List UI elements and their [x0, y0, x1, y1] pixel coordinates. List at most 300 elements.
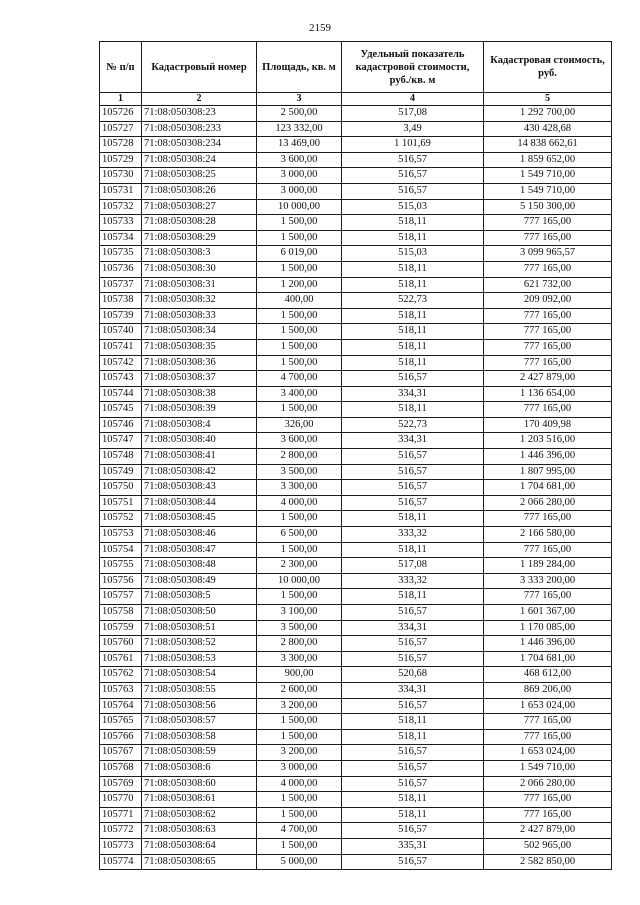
cadastral-value: 869 206,00 [484, 682, 612, 698]
column-number: 5 [484, 93, 612, 106]
unit-value: 518,11 [342, 261, 484, 277]
unit-value: 515,03 [342, 246, 484, 262]
header-row [100, 42, 612, 93]
cadastral-number: 71:08:050308:49 [142, 573, 257, 589]
table-row [100, 402, 612, 418]
area: 2 500,00 [257, 106, 342, 122]
row-index: 105739 [100, 308, 142, 324]
row-index: 105745 [100, 402, 142, 418]
table-row [100, 246, 612, 262]
cadastral-number: 71:08:050308:4 [142, 417, 257, 433]
unit-value: 335,31 [342, 838, 484, 854]
cadastral-number: 71:08:050308:52 [142, 636, 257, 652]
page-number: 2159 [309, 22, 331, 34]
unit-value: 516,57 [342, 823, 484, 839]
row-index: 105769 [100, 776, 142, 792]
cadastral-value: 777 165,00 [484, 261, 612, 277]
area: 1 500,00 [257, 402, 342, 418]
cadastral-value: 3 333 200,00 [484, 573, 612, 589]
cadastral-value: 2 066 280,00 [484, 776, 612, 792]
area: 3 500,00 [257, 464, 342, 480]
row-index: 105733 [100, 215, 142, 231]
row-index: 105772 [100, 823, 142, 839]
area: 4 700,00 [257, 823, 342, 839]
row-index: 105743 [100, 371, 142, 387]
table-row [100, 355, 612, 371]
unit-value: 522,73 [342, 417, 484, 433]
unit-value: 516,57 [342, 760, 484, 776]
cadastral-number: 71:08:050308:54 [142, 667, 257, 683]
unit-value: 516,57 [342, 449, 484, 465]
row-index: 105729 [100, 152, 142, 168]
area: 3 600,00 [257, 152, 342, 168]
cadastral-value: 1 807 995,00 [484, 464, 612, 480]
cadastral-number: 71:08:050308:5 [142, 589, 257, 605]
cadastral-number: 71:08:050308:56 [142, 698, 257, 714]
row-index: 105774 [100, 854, 142, 870]
table-row [100, 121, 612, 137]
row-index: 105742 [100, 355, 142, 371]
row-index: 105748 [100, 449, 142, 465]
area: 123 332,00 [257, 121, 342, 137]
row-index: 105735 [100, 246, 142, 262]
cadastral-number: 71:08:050308:60 [142, 776, 257, 792]
area: 1 500,00 [257, 261, 342, 277]
cadastral-number: 71:08:050308:38 [142, 386, 257, 402]
area: 400,00 [257, 293, 342, 309]
cadastral-value: 777 165,00 [484, 402, 612, 418]
unit-value: 516,57 [342, 480, 484, 496]
area: 3 000,00 [257, 760, 342, 776]
header-unit-value: Удельный показатель кадастровой стоимости, руб./кв. м [342, 42, 484, 93]
table-row [100, 199, 612, 215]
cadastral-number: 71:08:050308:26 [142, 183, 257, 199]
unit-value: 334,31 [342, 433, 484, 449]
area: 4 000,00 [257, 776, 342, 792]
unit-value: 518,11 [342, 714, 484, 730]
unit-value: 518,11 [342, 729, 484, 745]
row-index: 105763 [100, 682, 142, 698]
cadastral-value: 777 165,00 [484, 542, 612, 558]
row-index: 105741 [100, 339, 142, 355]
cadastral-number: 71:08:050308:39 [142, 402, 257, 418]
table-row [100, 636, 612, 652]
cadastral-value: 1 704 681,00 [484, 651, 612, 667]
table-row [100, 152, 612, 168]
row-index: 105746 [100, 417, 142, 433]
cadastral-value: 777 165,00 [484, 729, 612, 745]
cadastral-value: 777 165,00 [484, 355, 612, 371]
unit-value: 516,57 [342, 698, 484, 714]
cadastral-number: 71:08:050308:34 [142, 324, 257, 340]
cadastral-value: 1 446 396,00 [484, 449, 612, 465]
unit-value: 3,49 [342, 121, 484, 137]
unit-value: 516,57 [342, 183, 484, 199]
cadastral-number: 71:08:050308:58 [142, 729, 257, 745]
unit-value: 518,11 [342, 277, 484, 293]
area: 6 019,00 [257, 246, 342, 262]
unit-value: 518,11 [342, 324, 484, 340]
area: 1 500,00 [257, 324, 342, 340]
row-index: 105771 [100, 807, 142, 823]
cadastral-value: 1 601 367,00 [484, 605, 612, 621]
table-row [100, 605, 612, 621]
unit-value: 515,03 [342, 199, 484, 215]
cadastral-value: 2 582 850,00 [484, 854, 612, 870]
cadastral-value: 1 189 284,00 [484, 558, 612, 574]
table-row [100, 698, 612, 714]
header-cadastral-value: Кадастровая стоимость, руб. [484, 42, 612, 93]
unit-value: 516,57 [342, 495, 484, 511]
unit-value: 516,57 [342, 464, 484, 480]
cadastral-table [99, 41, 612, 870]
cadastral-number: 71:08:050308:24 [142, 152, 257, 168]
cadastral-value: 3 099 965,57 [484, 246, 612, 262]
column-number: 2 [142, 93, 257, 106]
row-index: 105758 [100, 605, 142, 621]
unit-value: 333,32 [342, 527, 484, 543]
cadastral-value: 777 165,00 [484, 511, 612, 527]
unit-value: 516,57 [342, 745, 484, 761]
row-index: 105752 [100, 511, 142, 527]
header-index: № п/п [100, 42, 142, 93]
area: 1 500,00 [257, 355, 342, 371]
area: 1 500,00 [257, 838, 342, 854]
table-row [100, 106, 612, 122]
row-index: 105744 [100, 386, 142, 402]
area: 3 000,00 [257, 183, 342, 199]
unit-value: 516,57 [342, 371, 484, 387]
area: 3 400,00 [257, 386, 342, 402]
header-area: Площадь, кв. м [257, 42, 342, 93]
cadastral-number: 71:08:050308:61 [142, 792, 257, 808]
unit-value: 518,11 [342, 339, 484, 355]
area: 1 500,00 [257, 589, 342, 605]
table-row [100, 854, 612, 870]
cadastral-number: 71:08:050308:59 [142, 745, 257, 761]
area: 10 000,00 [257, 199, 342, 215]
area: 3 500,00 [257, 620, 342, 636]
column-number-row [100, 93, 612, 106]
row-index: 105731 [100, 183, 142, 199]
cadastral-number: 71:08:050308:234 [142, 137, 257, 153]
area: 3 200,00 [257, 698, 342, 714]
cadastral-number: 71:08:050308:23 [142, 106, 257, 122]
table-row [100, 511, 612, 527]
row-index: 105747 [100, 433, 142, 449]
cadastral-number: 71:08:050308:29 [142, 230, 257, 246]
row-index: 105751 [100, 495, 142, 511]
unit-value: 516,57 [342, 605, 484, 621]
cadastral-value: 777 165,00 [484, 215, 612, 231]
area: 1 500,00 [257, 542, 342, 558]
row-index: 105732 [100, 199, 142, 215]
area: 1 500,00 [257, 215, 342, 231]
table-row [100, 324, 612, 340]
table-row [100, 527, 612, 543]
table-row [100, 183, 612, 199]
area: 1 500,00 [257, 729, 342, 745]
row-index: 105765 [100, 714, 142, 730]
cadastral-value: 2 166 580,00 [484, 527, 612, 543]
cadastral-number: 71:08:050308:45 [142, 511, 257, 527]
row-index: 105750 [100, 480, 142, 496]
column-number: 3 [257, 93, 342, 106]
cadastral-value: 1 170 085,00 [484, 620, 612, 636]
cadastral-value: 1 653 024,00 [484, 745, 612, 761]
cadastral-number: 71:08:050308:3 [142, 246, 257, 262]
cadastral-value: 777 165,00 [484, 807, 612, 823]
cadastral-number: 71:08:050308:65 [142, 854, 257, 870]
unit-value: 522,73 [342, 293, 484, 309]
unit-value: 516,57 [342, 168, 484, 184]
unit-value: 518,11 [342, 807, 484, 823]
cadastral-number: 71:08:050308:233 [142, 121, 257, 137]
area: 1 200,00 [257, 277, 342, 293]
cadastral-value: 777 165,00 [484, 308, 612, 324]
cadastral-value: 2 427 879,00 [484, 371, 612, 387]
unit-value: 516,57 [342, 651, 484, 667]
cadastral-number: 71:08:050308:31 [142, 277, 257, 293]
area: 2 800,00 [257, 636, 342, 652]
table-row [100, 371, 612, 387]
cadastral-number: 71:08:050308:50 [142, 605, 257, 621]
table-row [100, 168, 612, 184]
cadastral-number: 71:08:050308:37 [142, 371, 257, 387]
unit-value: 334,31 [342, 386, 484, 402]
table-row [100, 682, 612, 698]
cadastral-value: 1 136 654,00 [484, 386, 612, 402]
cadastral-number: 71:08:050308:62 [142, 807, 257, 823]
cadastral-number: 71:08:050308:43 [142, 480, 257, 496]
row-index: 105768 [100, 760, 142, 776]
row-index: 105773 [100, 838, 142, 854]
unit-value: 517,08 [342, 558, 484, 574]
cadastral-value: 777 165,00 [484, 792, 612, 808]
cadastral-value: 1 292 700,00 [484, 106, 612, 122]
column-number: 4 [342, 93, 484, 106]
cadastral-value: 1 203 516,00 [484, 433, 612, 449]
cadastral-number: 71:08:050308:47 [142, 542, 257, 558]
table-row [100, 495, 612, 511]
table-row [100, 807, 612, 823]
table-body [100, 106, 612, 870]
row-index: 105770 [100, 792, 142, 808]
row-index: 105760 [100, 636, 142, 652]
table-row [100, 776, 612, 792]
area: 1 500,00 [257, 339, 342, 355]
unit-value: 518,11 [342, 402, 484, 418]
cadastral-value: 1 549 710,00 [484, 760, 612, 776]
row-index: 105761 [100, 651, 142, 667]
cadastral-number: 71:08:050308:53 [142, 651, 257, 667]
cadastral-value: 2 427 879,00 [484, 823, 612, 839]
row-index: 105756 [100, 573, 142, 589]
unit-value: 518,11 [342, 792, 484, 808]
area: 3 000,00 [257, 168, 342, 184]
area: 326,00 [257, 417, 342, 433]
cadastral-number: 71:08:050308:64 [142, 838, 257, 854]
table-row [100, 449, 612, 465]
area: 13 469,00 [257, 137, 342, 153]
cadastral-number: 71:08:050308:30 [142, 261, 257, 277]
table-row [100, 464, 612, 480]
cadastral-number: 71:08:050308:28 [142, 215, 257, 231]
cadastral-value: 777 165,00 [484, 324, 612, 340]
unit-value: 334,31 [342, 682, 484, 698]
area: 3 200,00 [257, 745, 342, 761]
cadastral-value: 502 965,00 [484, 838, 612, 854]
unit-value: 516,57 [342, 776, 484, 792]
row-index: 105762 [100, 667, 142, 683]
cadastral-number: 71:08:050308:51 [142, 620, 257, 636]
cadastral-value: 1 549 710,00 [484, 168, 612, 184]
table-row [100, 589, 612, 605]
area: 1 500,00 [257, 308, 342, 324]
cadastral-number: 71:08:050308:6 [142, 760, 257, 776]
unit-value: 516,57 [342, 152, 484, 168]
table-row [100, 838, 612, 854]
row-index: 105726 [100, 106, 142, 122]
area: 1 500,00 [257, 230, 342, 246]
cadastral-value: 5 150 300,00 [484, 199, 612, 215]
unit-value: 517,08 [342, 106, 484, 122]
cadastral-number: 71:08:050308:36 [142, 355, 257, 371]
unit-value: 333,32 [342, 573, 484, 589]
table-row [100, 480, 612, 496]
unit-value: 516,57 [342, 636, 484, 652]
table-row [100, 417, 612, 433]
area: 1 500,00 [257, 714, 342, 730]
cadastral-number: 71:08:050308:32 [142, 293, 257, 309]
cadastral-value: 777 165,00 [484, 230, 612, 246]
cadastral-number: 71:08:050308:48 [142, 558, 257, 574]
area: 1 500,00 [257, 792, 342, 808]
cadastral-value: 1 859 652,00 [484, 152, 612, 168]
unit-value: 520,68 [342, 667, 484, 683]
area: 1 500,00 [257, 807, 342, 823]
cadastral-value: 2 066 280,00 [484, 495, 612, 511]
cadastral-number: 71:08:050308:57 [142, 714, 257, 730]
cadastral-value: 621 732,00 [484, 277, 612, 293]
table-row [100, 277, 612, 293]
row-index: 105755 [100, 558, 142, 574]
table-row [100, 308, 612, 324]
table-row [100, 215, 612, 231]
cadastral-number: 71:08:050308:35 [142, 339, 257, 355]
area: 4 000,00 [257, 495, 342, 511]
area: 10 000,00 [257, 573, 342, 589]
unit-value: 1 101,69 [342, 137, 484, 153]
row-index: 105738 [100, 293, 142, 309]
unit-value: 518,11 [342, 511, 484, 527]
table-row [100, 261, 612, 277]
table-row [100, 542, 612, 558]
table-row [100, 386, 612, 402]
row-index: 105736 [100, 261, 142, 277]
cadastral-number: 71:08:050308:40 [142, 433, 257, 449]
cadastral-value: 1 653 024,00 [484, 698, 612, 714]
row-index: 105728 [100, 137, 142, 153]
cadastral-number: 71:08:050308:25 [142, 168, 257, 184]
row-index: 105737 [100, 277, 142, 293]
table-row [100, 137, 612, 153]
cadastral-value: 430 428,68 [484, 121, 612, 137]
row-index: 105734 [100, 230, 142, 246]
row-index: 105754 [100, 542, 142, 558]
table-row [100, 293, 612, 309]
unit-value: 334,31 [342, 620, 484, 636]
unit-value: 518,11 [342, 355, 484, 371]
cadastral-number: 71:08:050308:55 [142, 682, 257, 698]
unit-value: 518,11 [342, 589, 484, 605]
cadastral-value: 209 092,00 [484, 293, 612, 309]
row-index: 105766 [100, 729, 142, 745]
table-row [100, 230, 612, 246]
area: 5 000,00 [257, 854, 342, 870]
cadastral-value: 1 446 396,00 [484, 636, 612, 652]
table-row [100, 620, 612, 636]
cadastral-number: 71:08:050308:63 [142, 823, 257, 839]
row-index: 105757 [100, 589, 142, 605]
row-index: 105727 [100, 121, 142, 137]
cadastral-number: 71:08:050308:42 [142, 464, 257, 480]
cadastral-value: 1 549 710,00 [484, 183, 612, 199]
area: 2 300,00 [257, 558, 342, 574]
area: 1 500,00 [257, 511, 342, 527]
cadastral-value: 170 409,98 [484, 417, 612, 433]
table-row [100, 823, 612, 839]
table-row [100, 433, 612, 449]
row-index: 105759 [100, 620, 142, 636]
cadastral-value: 1 704 681,00 [484, 480, 612, 496]
cadastral-value: 777 165,00 [484, 339, 612, 355]
unit-value: 518,11 [342, 215, 484, 231]
cadastral-number: 71:08:050308:44 [142, 495, 257, 511]
area: 2 600,00 [257, 682, 342, 698]
row-index: 105740 [100, 324, 142, 340]
area: 3 100,00 [257, 605, 342, 621]
unit-value: 518,11 [342, 230, 484, 246]
table-row [100, 558, 612, 574]
cadastral-number: 71:08:050308:46 [142, 527, 257, 543]
cadastral-value: 14 838 662,61 [484, 137, 612, 153]
row-index: 105767 [100, 745, 142, 761]
table-row [100, 667, 612, 683]
cadastral-value: 777 165,00 [484, 589, 612, 605]
column-number: 1 [100, 93, 142, 106]
area: 900,00 [257, 667, 342, 683]
unit-value: 518,11 [342, 542, 484, 558]
area: 4 700,00 [257, 371, 342, 387]
table-row [100, 651, 612, 667]
row-index: 105749 [100, 464, 142, 480]
area: 6 500,00 [257, 527, 342, 543]
area: 3 600,00 [257, 433, 342, 449]
table-row [100, 573, 612, 589]
unit-value: 518,11 [342, 308, 484, 324]
cadastral-number: 71:08:050308:41 [142, 449, 257, 465]
table-row [100, 339, 612, 355]
area: 3 300,00 [257, 651, 342, 667]
unit-value: 516,57 [342, 854, 484, 870]
table-row [100, 714, 612, 730]
area: 2 800,00 [257, 449, 342, 465]
cadastral-value: 468 612,00 [484, 667, 612, 683]
area: 3 300,00 [257, 480, 342, 496]
row-index: 105764 [100, 698, 142, 714]
header-cadastral-number: Кадастровый номер [142, 42, 257, 93]
